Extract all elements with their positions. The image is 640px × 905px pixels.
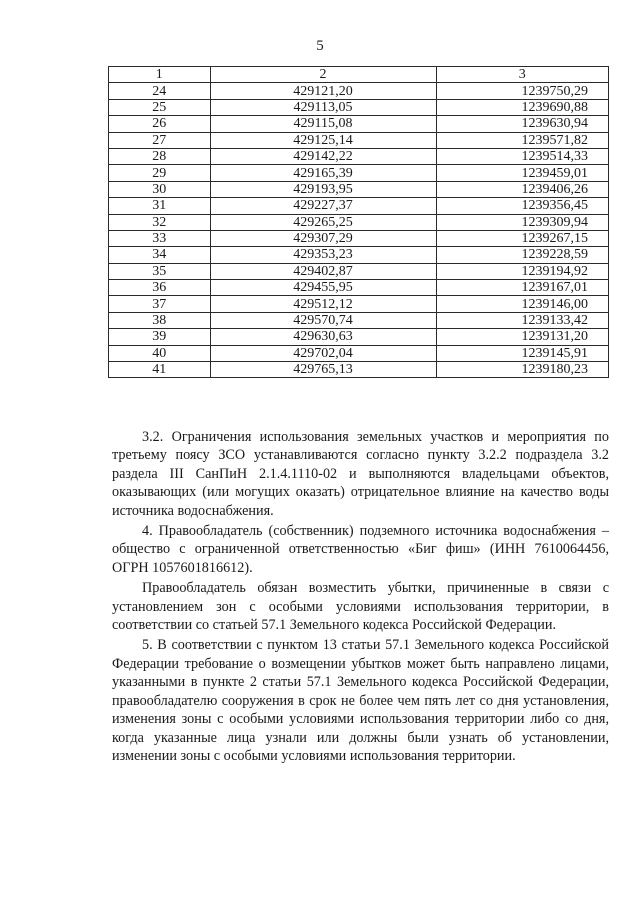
point-number-cell: 28	[109, 148, 211, 164]
paragraph-right-holder: 4. Правообладатель (собственник) подземного источника водоснабжения – общество с ограниченной ответственностью «Биг фиш» (ИНН 7610064456, ОГРН 1057601816612).	[112, 523, 609, 576]
table-row	[109, 83, 609, 99]
point-number-cell: 27	[109, 132, 211, 148]
point-number-cell: 34	[109, 247, 211, 263]
table-row	[109, 345, 609, 361]
point-number-cell: 31	[109, 198, 211, 214]
point-number-cell: 35	[109, 263, 211, 279]
table-row	[109, 230, 609, 246]
paragraph-damages-claim: 5. В соответствии с пунктом 13 статьи 57.1 Земельного кодекса Российской Федерации требование о возмещении убытков может быть направлено лицами, указанными в пункте 2 статьи 57.1 Земельного кодекса Российской Федерации, правообладателю сооружения в срок не более чем пять лет со дня установления, изменения зоны с особыми условиями использования территории либо со дня, когда указанные лица узнали или должны были узнать об установлении, изменении зоны с особыми условиями использования территории.	[112, 637, 609, 764]
x-coordinate-cell: 429455,95	[210, 280, 436, 296]
y-coordinate-cell: 1239145,91	[436, 345, 608, 361]
coordinates-table	[108, 66, 609, 378]
y-coordinate-cell: 1239630,94	[436, 116, 608, 132]
table-row	[109, 132, 609, 148]
table-header-row	[109, 67, 609, 83]
x-coordinate-cell: 429265,25	[210, 214, 436, 230]
y-coordinate-cell: 1239267,15	[436, 230, 608, 246]
table-row	[109, 99, 609, 115]
point-number-cell: 30	[109, 181, 211, 197]
x-coordinate-cell: 429702,04	[210, 345, 436, 361]
table-row	[109, 362, 609, 378]
point-number-cell: 33	[109, 230, 211, 246]
table-row	[109, 181, 609, 197]
point-number-cell: 38	[109, 312, 211, 328]
column-header: 3	[436, 67, 608, 83]
point-number-cell: 39	[109, 329, 211, 345]
point-number-cell: 24	[109, 83, 211, 99]
x-coordinate-cell: 429142,22	[210, 148, 436, 164]
y-coordinate-cell: 1239146,00	[436, 296, 608, 312]
y-coordinate-cell: 1239406,26	[436, 181, 608, 197]
page-number: 5	[316, 38, 324, 54]
point-number-cell: 26	[109, 116, 211, 132]
x-coordinate-cell: 429125,14	[210, 132, 436, 148]
point-number-cell: 25	[109, 99, 211, 115]
table-row	[109, 116, 609, 132]
y-coordinate-cell: 1239459,01	[436, 165, 608, 181]
paragraph-damages-obligation: Правообладатель обязан возместить убытки, причиненные в связи с установлением зон с особыми условиями использования территории, в соответствии со статьей 57.1 Земельного кодекса Российской Федерации.	[112, 580, 609, 634]
table-row	[109, 329, 609, 345]
y-coordinate-cell: 1239131,20	[436, 329, 608, 345]
point-number-cell: 41	[109, 362, 211, 378]
y-coordinate-cell: 1239167,01	[436, 280, 608, 296]
table-row	[109, 148, 609, 164]
y-coordinate-cell: 1239133,42	[436, 312, 608, 328]
x-coordinate-cell: 429165,39	[210, 165, 436, 181]
point-number-cell: 32	[109, 214, 211, 230]
y-coordinate-cell: 1239309,94	[436, 214, 608, 230]
y-coordinate-cell: 1239356,45	[436, 198, 608, 214]
x-coordinate-cell: 429570,74	[210, 312, 436, 328]
x-coordinate-cell: 429193,95	[210, 181, 436, 197]
table-row	[109, 296, 609, 312]
y-coordinate-cell: 1239690,88	[436, 99, 608, 115]
x-coordinate-cell: 429307,29	[210, 230, 436, 246]
x-coordinate-cell: 429121,20	[210, 83, 436, 99]
y-coordinate-cell: 1239180,23	[436, 362, 608, 378]
x-coordinate-cell: 429512,12	[210, 296, 436, 312]
x-coordinate-cell: 429115,08	[210, 116, 436, 132]
table-row	[109, 247, 609, 263]
x-coordinate-cell: 429402,87	[210, 263, 436, 279]
y-coordinate-cell: 1239194,92	[436, 263, 608, 279]
column-header: 1	[109, 67, 211, 83]
x-coordinate-cell: 429353,23	[210, 247, 436, 263]
x-coordinate-cell: 429630,63	[210, 329, 436, 345]
point-number-cell: 37	[109, 296, 211, 312]
table-row	[109, 198, 609, 214]
point-number-cell: 29	[109, 165, 211, 181]
table-row	[109, 165, 609, 181]
y-coordinate-cell: 1239571,82	[436, 132, 608, 148]
table-row	[109, 214, 609, 230]
y-coordinate-cell: 1239750,29	[436, 83, 608, 99]
y-coordinate-cell: 1239228,59	[436, 247, 608, 263]
table-row	[109, 263, 609, 279]
document-body	[112, 428, 609, 765]
column-header: 2	[210, 67, 436, 83]
x-coordinate-cell: 429765,13	[210, 362, 436, 378]
x-coordinate-cell: 429113,05	[210, 99, 436, 115]
x-coordinate-cell: 429227,37	[210, 198, 436, 214]
y-coordinate-cell: 1239514,33	[436, 148, 608, 164]
point-number-cell: 36	[109, 280, 211, 296]
table-row	[109, 312, 609, 328]
point-number-cell: 40	[109, 345, 211, 361]
paragraph-zso-restrictions: 3.2. Ограничения использования земельных участков и мероприятия по третьему поясу ЗСО устанавливаются согласно пункту 3.2.2 подраздела 3.2 раздела III СанПиН 2.1.4.1110-02 и выполняются владельцами объектов, оказывающих (или могущих оказать) отрицательное влияние на качество воды источника водоснабжения.	[112, 429, 609, 519]
table-row	[109, 280, 609, 296]
